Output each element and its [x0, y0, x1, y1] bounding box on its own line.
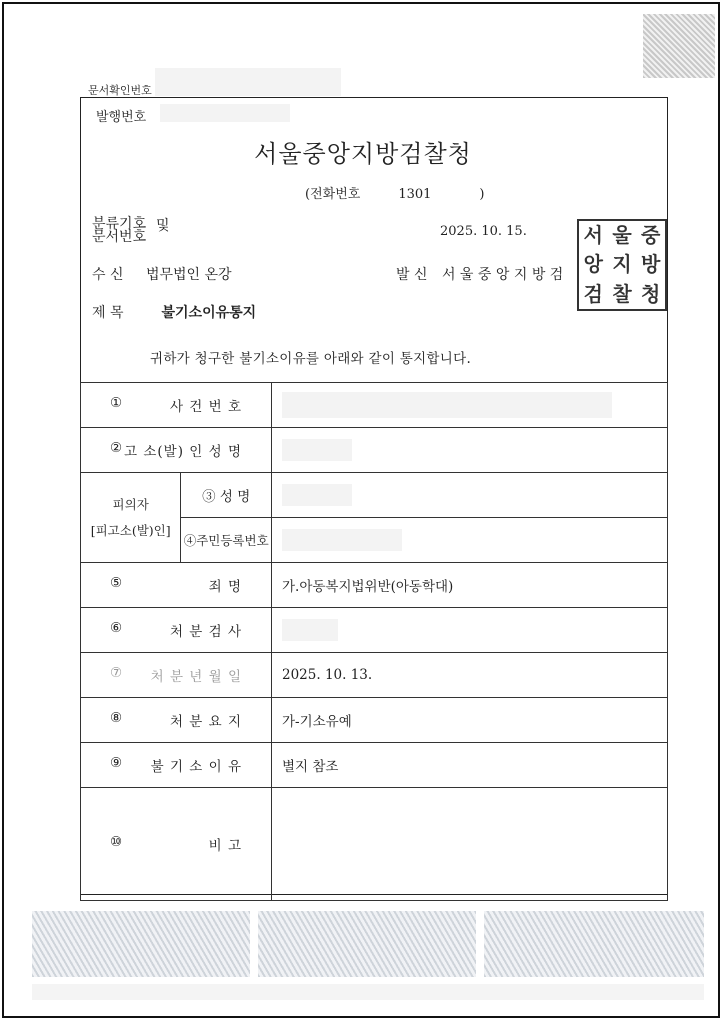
label-remarks: ⑩ 비 고 [81, 788, 272, 901]
seal-char: 중 [640, 223, 661, 247]
org-title: 서울중앙지방검찰청 [254, 140, 472, 168]
notice-form-table [80, 382, 668, 901]
row-case-number [81, 383, 668, 428]
bottom-bar [32, 984, 704, 1000]
seal-char: 울 [612, 223, 632, 247]
intro-text: 귀하가 청구한 불기소이유를 아래와 같이 통지합니다. [150, 351, 472, 367]
phone-line [305, 183, 484, 202]
label-suspect-group: 피의자 [피고소(발)인] [81, 473, 181, 563]
value-complainant [272, 428, 668, 473]
recipient-line [92, 264, 232, 284]
phone-label: (전화번호 [305, 187, 361, 202]
phone-number: 1301 [398, 187, 432, 202]
label-complainant: ② 고 소(발) 인 성 명 [81, 428, 272, 473]
row-suspect-name [81, 473, 668, 518]
subject-label: 제 목 [92, 305, 124, 321]
value-disposition-summary: 가-기소유예 [272, 698, 668, 743]
redaction-case-number [282, 392, 612, 418]
official-seal [577, 219, 667, 311]
redaction-doc-number [155, 68, 341, 96]
row-disposition-date [81, 653, 668, 698]
seal-char: 지 [612, 252, 632, 277]
row-non-prosecution-reason [81, 743, 668, 788]
barcode-strip-3 [484, 911, 704, 977]
subject-value: 불기소이유통지 [161, 305, 257, 321]
recipient-value: 법무법인 온강 [145, 267, 232, 283]
redaction-complainant [282, 439, 352, 461]
label-non-prosecution-reason: ⑨ 불 기 소 이 유 [81, 743, 272, 788]
row-remarks [81, 788, 668, 901]
value-case-number [272, 383, 668, 428]
value-prosecutor [272, 608, 668, 653]
value-non-prosecution-reason: 별지 참조 [272, 743, 668, 788]
barcode-strip-1 [32, 911, 250, 977]
subject-line [92, 302, 256, 322]
classification-label [92, 216, 170, 245]
label-case-number: ① 사 건 번 호 [81, 383, 272, 428]
document-date: 2025. 10. 15. [440, 224, 527, 239]
classification-line1: 분류기호 [92, 216, 147, 232]
label-suspect-id: ④주민등록번호 [181, 518, 272, 563]
row-complainant [81, 428, 668, 473]
qr-code-top [643, 14, 715, 78]
seal-char: 찰 [612, 281, 632, 306]
seal-char: 청 [640, 281, 661, 306]
seal-char: 방 [640, 252, 661, 277]
bottom-barcode-area [32, 908, 704, 1000]
barcode-strip-2 [258, 911, 476, 977]
value-charge: 가.아동복지법위반(아동학대) [272, 563, 668, 608]
redaction-issue-number [160, 104, 290, 122]
doc-confirm-label: 문서확인번호 [88, 84, 152, 97]
redaction-suspect-id [282, 529, 402, 551]
phone-close: ) [479, 187, 485, 202]
row-disposition-summary [81, 698, 668, 743]
sender-label: 발 신 [396, 267, 428, 283]
label-disposition-summary: ⑧ 처 분 요 지 [81, 698, 272, 743]
redaction-suspect-name [282, 484, 352, 506]
recipient-label: 수 신 [92, 267, 124, 283]
issue-number-label: 발행번호 [96, 110, 147, 125]
label-disposition-date: ⑦ 처 분 년 월 일 [81, 653, 272, 698]
seal-char: 검 [583, 281, 603, 306]
label-charge: ⑤ 죄 명 [81, 563, 272, 608]
row-prosecutor [81, 608, 668, 653]
sender-line [396, 264, 563, 284]
label-prosecutor: ⑥ 처 분 검 사 [81, 608, 272, 653]
seal-char: 앙 [583, 252, 603, 277]
value-suspect-name [272, 473, 668, 518]
sender-value: 서 울 중 앙 지 방 검 [441, 267, 564, 283]
value-remarks [272, 788, 668, 901]
redaction-prosecutor [282, 619, 338, 641]
value-disposition-date: 2025. 10. 13. [272, 653, 668, 698]
seal-char: 서 [583, 223, 603, 247]
classification-and: 및 [156, 218, 170, 234]
label-suspect-name: ③ 성 명 [181, 473, 272, 518]
row-charge [81, 563, 668, 608]
value-suspect-id [272, 518, 668, 563]
classification-line2: 문서번호 [92, 229, 147, 245]
